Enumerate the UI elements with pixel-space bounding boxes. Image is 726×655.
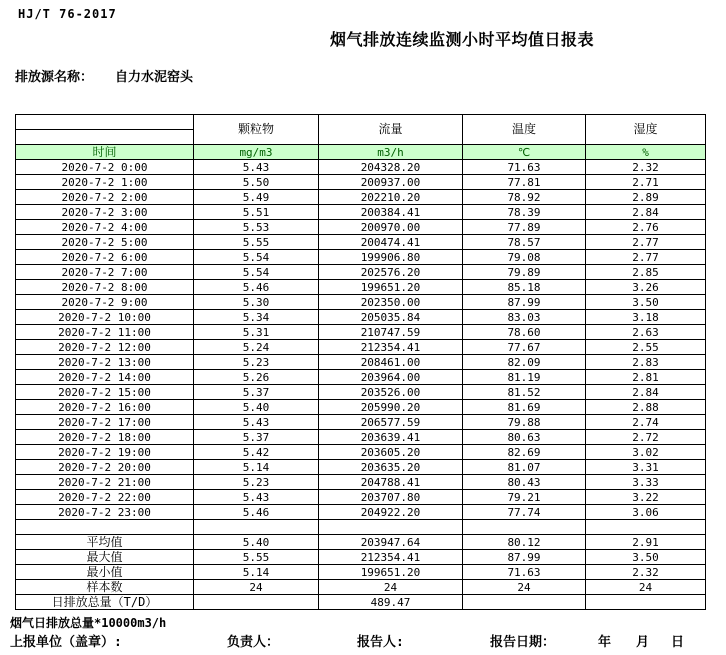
value-cell: 203605.20 [319, 445, 463, 460]
time-cell: 2020-7-2 2:00 [16, 190, 194, 205]
column-header-flow: 流量 [319, 115, 463, 145]
time-cell: 2020-7-2 3:00 [16, 205, 194, 220]
column-header-temperature: 温度 [463, 115, 586, 145]
value-cell: 199651.20 [319, 280, 463, 295]
table-row [16, 415, 706, 430]
table-row [16, 355, 706, 370]
value-cell: 199906.80 [319, 250, 463, 265]
table-row [16, 400, 706, 415]
value-cell: 212354.41 [319, 340, 463, 355]
unit-humidity: % [586, 145, 706, 160]
value-cell: 5.43 [194, 160, 319, 175]
unit-temperature: ℃ [463, 145, 586, 160]
empty-cell [319, 520, 463, 535]
value-cell: 203707.80 [319, 490, 463, 505]
summary-value-cell: 212354.41 [319, 550, 463, 565]
table-row [16, 325, 706, 340]
unit-particulate: mg/m3 [194, 145, 319, 160]
table-row [16, 505, 706, 520]
table-head [16, 115, 706, 160]
time-cell: 2020-7-2 15:00 [16, 385, 194, 400]
value-cell: 202210.20 [319, 190, 463, 205]
value-cell: 78.92 [463, 190, 586, 205]
time-cell: 2020-7-2 0:00 [16, 160, 194, 175]
value-cell: 81.52 [463, 385, 586, 400]
summary-row [16, 580, 706, 595]
emission-source-value: 自力水泥窑头 [115, 70, 194, 85]
table-row [16, 430, 706, 445]
value-cell: 204328.20 [319, 160, 463, 175]
table-row [16, 175, 706, 190]
time-cell: 2020-7-2 18:00 [16, 430, 194, 445]
time-cell: 2020-7-2 4:00 [16, 220, 194, 235]
value-cell: 2.55 [586, 340, 706, 355]
value-cell: 78.60 [463, 325, 586, 340]
value-cell: 2.74 [586, 415, 706, 430]
time-cell: 2020-7-2 21:00 [16, 475, 194, 490]
header-row-top [16, 115, 706, 130]
value-cell: 77.67 [463, 340, 586, 355]
summary-value-cell: 24 [586, 580, 706, 595]
value-cell: 206577.59 [319, 415, 463, 430]
time-cell: 2020-7-2 5:00 [16, 235, 194, 250]
value-cell: 5.55 [194, 235, 319, 250]
value-cell: 82.09 [463, 355, 586, 370]
value-cell: 5.30 [194, 295, 319, 310]
table-row [16, 265, 706, 280]
summary-label-cell: 最小值 [16, 565, 194, 580]
summary-row [16, 565, 706, 580]
summary-value-cell [586, 595, 706, 610]
time-cell: 2020-7-2 11:00 [16, 325, 194, 340]
value-cell: 205035.84 [319, 310, 463, 325]
value-cell: 2.77 [586, 235, 706, 250]
summary-value-cell: 2.32 [586, 565, 706, 580]
value-cell: 79.21 [463, 490, 586, 505]
summary-value-cell: 71.63 [463, 565, 586, 580]
value-cell: 5.54 [194, 250, 319, 265]
value-cell: 5.24 [194, 340, 319, 355]
summary-value-cell: 5.14 [194, 565, 319, 580]
time-cell: 2020-7-2 13:00 [16, 355, 194, 370]
unit-flow: m3/h [319, 145, 463, 160]
value-cell: 2.84 [586, 385, 706, 400]
value-cell: 82.69 [463, 445, 586, 460]
summary-value-cell: 3.50 [586, 550, 706, 565]
footer-note: 烟气日排放总量*10000m3/h [10, 616, 167, 630]
value-cell: 210747.59 [319, 325, 463, 340]
value-cell: 81.19 [463, 370, 586, 385]
value-cell: 200474.41 [319, 235, 463, 250]
table-row [16, 490, 706, 505]
value-cell: 2.84 [586, 205, 706, 220]
value-cell: 5.46 [194, 280, 319, 295]
unit-row [16, 145, 706, 160]
table-row [16, 295, 706, 310]
value-cell: 2.83 [586, 355, 706, 370]
value-cell: 87.99 [463, 295, 586, 310]
value-cell: 3.50 [586, 295, 706, 310]
table-row [16, 475, 706, 490]
value-cell: 5.23 [194, 475, 319, 490]
table-row [16, 460, 706, 475]
reporter-label: 报告人: [357, 635, 404, 650]
empty-cell [16, 520, 194, 535]
value-cell: 5.40 [194, 400, 319, 415]
summary-row [16, 535, 706, 550]
summary-value-cell: 24 [463, 580, 586, 595]
summary-value-cell: 24 [319, 580, 463, 595]
table-row [16, 445, 706, 460]
day-label: 日 [671, 635, 685, 650]
time-cell: 2020-7-2 16:00 [16, 400, 194, 415]
table-row [16, 160, 706, 175]
value-cell: 5.46 [194, 505, 319, 520]
value-cell: 5.49 [194, 190, 319, 205]
value-cell: 3.22 [586, 490, 706, 505]
time-cell: 2020-7-2 6:00 [16, 250, 194, 265]
value-cell: 79.88 [463, 415, 586, 430]
year-label: 年 [598, 635, 612, 650]
table-row [16, 235, 706, 250]
value-cell: 200937.00 [319, 175, 463, 190]
summary-value-cell: 5.55 [194, 550, 319, 565]
table-row [16, 205, 706, 220]
summary-value-cell: 80.12 [463, 535, 586, 550]
time-cell: 2020-7-2 12:00 [16, 340, 194, 355]
value-cell: 5.53 [194, 220, 319, 235]
report-table [15, 114, 706, 610]
table-row [16, 340, 706, 355]
value-cell: 5.54 [194, 265, 319, 280]
value-cell: 5.37 [194, 430, 319, 445]
value-cell: 202576.20 [319, 265, 463, 280]
value-cell: 5.43 [194, 415, 319, 430]
value-cell: 79.08 [463, 250, 586, 265]
value-cell: 2.81 [586, 370, 706, 385]
value-cell: 2.77 [586, 250, 706, 265]
value-cell: 204788.41 [319, 475, 463, 490]
column-header-humidity: 湿度 [586, 115, 706, 145]
summary-label-cell: 最大值 [16, 550, 194, 565]
responsible-person-label: 负责人： [227, 635, 280, 650]
time-cell: 2020-7-2 20:00 [16, 460, 194, 475]
reporting-unit-label: 上报单位（盖章）: [10, 635, 122, 650]
value-cell: 80.43 [463, 475, 586, 490]
value-cell: 2.72 [586, 430, 706, 445]
corner-cell-top [16, 115, 194, 130]
time-cell: 2020-7-2 19:00 [16, 445, 194, 460]
table-row [16, 310, 706, 325]
summary-label-cell: 样本数 [16, 580, 194, 595]
value-cell: 5.50 [194, 175, 319, 190]
summary-row [16, 595, 706, 610]
time-cell: 2020-7-2 23:00 [16, 505, 194, 520]
table-row [16, 385, 706, 400]
table-row [16, 250, 706, 265]
spacer-row [16, 520, 706, 535]
time-cell: 2020-7-2 17:00 [16, 415, 194, 430]
table-row [16, 280, 706, 295]
value-cell: 208461.00 [319, 355, 463, 370]
time-cell: 2020-7-2 8:00 [16, 280, 194, 295]
summary-value-cell: 87.99 [463, 550, 586, 565]
value-cell: 3.33 [586, 475, 706, 490]
value-cell: 5.51 [194, 205, 319, 220]
value-cell: 203639.41 [319, 430, 463, 445]
summary-value-cell [194, 595, 319, 610]
value-cell: 81.07 [463, 460, 586, 475]
summary-value-cell: 24 [194, 580, 319, 595]
empty-cell [463, 520, 586, 535]
corner-cell-bottom [16, 130, 194, 145]
summary-label-cell: 平均值 [16, 535, 194, 550]
value-cell: 3.26 [586, 280, 706, 295]
value-cell: 77.89 [463, 220, 586, 235]
table-row [16, 370, 706, 385]
value-cell: 203635.20 [319, 460, 463, 475]
value-cell: 2.89 [586, 190, 706, 205]
value-cell: 5.43 [194, 490, 319, 505]
time-cell: 2020-7-2 9:00 [16, 295, 194, 310]
column-header-particulate: 颗粒物 [194, 115, 319, 145]
value-cell: 5.34 [194, 310, 319, 325]
value-cell: 71.63 [463, 160, 586, 175]
value-cell: 5.26 [194, 370, 319, 385]
value-cell: 2.63 [586, 325, 706, 340]
standard-number: HJ/T 76-2017 [18, 7, 117, 21]
time-cell: 2020-7-2 1:00 [16, 175, 194, 190]
summary-value-cell [463, 595, 586, 610]
value-cell: 77.74 [463, 505, 586, 520]
summary-label-cell: 日排放总量（T/D） [16, 595, 194, 610]
time-cell: 2020-7-2 10:00 [16, 310, 194, 325]
value-cell: 5.14 [194, 460, 319, 475]
value-cell: 5.23 [194, 355, 319, 370]
time-cell: 2020-7-2 14:00 [16, 370, 194, 385]
value-cell: 5.31 [194, 325, 319, 340]
table-row [16, 190, 706, 205]
value-cell: 85.18 [463, 280, 586, 295]
summary-value-cell: 203947.64 [319, 535, 463, 550]
summary-value-cell: 199651.20 [319, 565, 463, 580]
month-label: 月 [636, 635, 650, 650]
value-cell: 205990.20 [319, 400, 463, 415]
value-cell: 2.32 [586, 160, 706, 175]
value-cell: 83.03 [463, 310, 586, 325]
value-cell: 203964.00 [319, 370, 463, 385]
value-cell: 79.89 [463, 265, 586, 280]
value-cell: 202350.00 [319, 295, 463, 310]
summary-row [16, 550, 706, 565]
value-cell: 77.81 [463, 175, 586, 190]
value-cell: 200970.00 [319, 220, 463, 235]
empty-cell [586, 520, 706, 535]
value-cell: 2.88 [586, 400, 706, 415]
value-cell: 3.06 [586, 505, 706, 520]
value-cell: 81.69 [463, 400, 586, 415]
time-cell: 2020-7-2 7:00 [16, 265, 194, 280]
value-cell: 78.39 [463, 205, 586, 220]
value-cell: 203526.00 [319, 385, 463, 400]
value-cell: 3.18 [586, 310, 706, 325]
value-cell: 78.57 [463, 235, 586, 250]
time-cell: 2020-7-2 22:00 [16, 490, 194, 505]
empty-cell [194, 520, 319, 535]
value-cell: 5.42 [194, 445, 319, 460]
summary-value-cell: 5.40 [194, 535, 319, 550]
report-date-label: 报告日期： [490, 635, 556, 650]
value-cell: 2.85 [586, 265, 706, 280]
value-cell: 204922.20 [319, 505, 463, 520]
value-cell: 80.63 [463, 430, 586, 445]
page-title: 烟气排放连续监测小时平均值日报表 [330, 30, 595, 49]
summary-value-cell: 489.47 [319, 595, 463, 610]
value-cell: 2.71 [586, 175, 706, 190]
table-body [16, 160, 706, 610]
time-header: 时间 [16, 145, 194, 160]
table-row [16, 220, 706, 235]
emission-source-label: 排放源名称： [15, 70, 94, 85]
value-cell: 200384.41 [319, 205, 463, 220]
value-cell: 3.31 [586, 460, 706, 475]
value-cell: 2.76 [586, 220, 706, 235]
value-cell: 5.37 [194, 385, 319, 400]
emission-source-line [15, 66, 193, 85]
value-cell: 3.02 [586, 445, 706, 460]
summary-value-cell: 2.91 [586, 535, 706, 550]
